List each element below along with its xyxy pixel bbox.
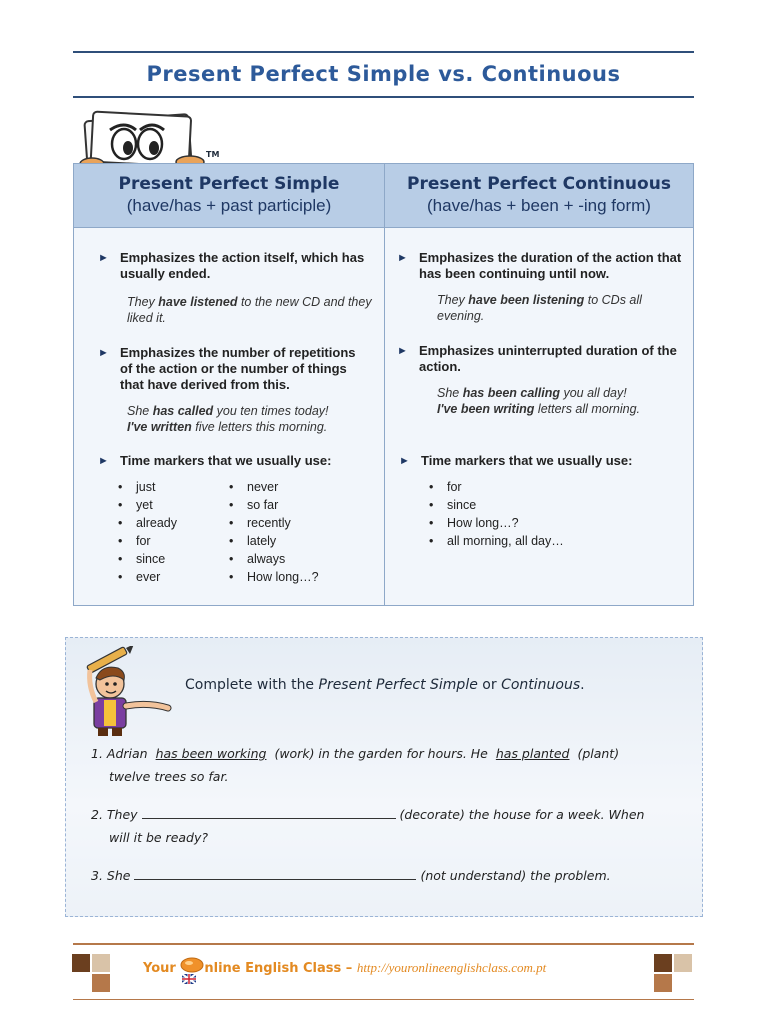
item-number: 1. (91, 746, 103, 761)
simple-markers-col2 (227, 478, 319, 586)
time-marker-item: • lately (227, 532, 319, 550)
item-text: twelve trees so far. (109, 769, 229, 784)
answer-blank[interactable] (142, 807, 396, 819)
continuous-markers (427, 478, 564, 550)
simple-heading: Present Perfect Simple (118, 174, 340, 194)
item-number: 3. (91, 868, 103, 883)
continuous-column (385, 164, 693, 605)
top-rule (73, 51, 694, 53)
time-marker-item: • for (116, 532, 177, 550)
point-line: Emphasizes the action itself, which has (120, 250, 365, 265)
arrow-icon: ► (399, 455, 410, 467)
simple-example-1: They have listened to the new CD and they liked it. (127, 295, 372, 325)
point-line: Time markers that we usually use: (421, 453, 633, 468)
simple-example-2: She has called you ten times today! I've written five letters this morning. (127, 404, 329, 434)
brand-dash: – (341, 961, 357, 976)
time-marker-item: • since (116, 550, 177, 568)
simple-point-1 (98, 250, 365, 282)
brand-logo-icon (180, 961, 204, 977)
decorative-squares-icon (72, 954, 112, 994)
time-marker-item: • How long…? (227, 568, 319, 586)
arrow-icon: ► (98, 347, 109, 359)
point-line: action. (419, 359, 461, 374)
footer-rule (73, 943, 694, 945)
continuous-heading: Present Perfect Continuous (407, 174, 671, 194)
exercise-instruction: Complete with the Present Perfect Simple or Continuous. (185, 677, 585, 693)
point-line: usually ended. (120, 266, 211, 281)
point-line: of the action or the number of things (120, 361, 347, 376)
item-text: (decorate) the house for a week. When (399, 807, 645, 822)
time-marker-item: • yet (116, 496, 177, 514)
point-line: Time markers that we usually use: (120, 453, 332, 468)
grammar-table (73, 163, 694, 606)
simple-markers-col1 (116, 478, 177, 586)
answer-field[interactable]: has been working (155, 746, 267, 761)
simple-subheading: (have/has + past participle) (126, 196, 332, 215)
continuous-example-1: They have been listening to CDs all evening. (437, 293, 642, 323)
item-text: (plant) (577, 746, 620, 761)
time-marker-item: • How long…? (427, 514, 564, 532)
time-marker-item: • since (427, 496, 564, 514)
answer-blank[interactable] (134, 868, 416, 880)
item-text: (not understand) the problem. (420, 868, 611, 883)
simple-point-3 (98, 453, 332, 469)
point-line: has been continuing until now. (419, 266, 610, 281)
continuous-point-1 (397, 250, 682, 282)
brand-text: nline English Class (204, 961, 342, 976)
arrow-icon: ► (397, 252, 408, 264)
simple-point-2 (98, 345, 356, 393)
point-line: that have derived from this. (120, 377, 290, 392)
footer-rule (73, 999, 694, 1000)
time-marker-item: • for (427, 478, 564, 496)
item-text: She (106, 868, 131, 883)
item-text: Adrian (106, 746, 148, 761)
arrow-icon: ► (98, 455, 109, 467)
item-text: will it be ready? (109, 830, 209, 845)
exercise-item-2 (91, 803, 691, 849)
time-marker-item: • recently (227, 514, 319, 532)
point-line: Emphasizes the duration of the action that (419, 250, 682, 265)
point-line: Emphasizes uninterrupted duration of the (419, 343, 677, 358)
continuous-point-2 (397, 343, 677, 375)
footer-brand (143, 960, 546, 977)
trademark-mark: TM (206, 150, 220, 159)
item-text: (work) in the garden for hours. He (274, 746, 488, 761)
footer-url-link[interactable]: http://youronlineenglishclass.com.pt (356, 960, 547, 975)
continuous-header (385, 164, 693, 228)
time-marker-item: • so far (227, 496, 319, 514)
page-title: Present Perfect Simple vs. Continuous (146, 62, 621, 86)
time-marker-item: • ever (116, 568, 177, 586)
continuous-subheading: (have/has + been + -ing form) (427, 196, 651, 215)
point-line: Emphasizes the number of repetitions (120, 345, 356, 360)
continuous-point-3 (399, 453, 633, 469)
time-marker-item: • always (227, 550, 319, 568)
continuous-example-2: She has been calling you all day! I've been writing letters all morning. (437, 386, 641, 416)
simple-column (74, 164, 385, 605)
answer-field[interactable]: has planted (495, 746, 570, 761)
exercise-item-1 (91, 742, 691, 788)
time-marker-item: • all morning, all day… (427, 532, 564, 550)
item-text: They (106, 807, 138, 822)
boy-with-pencil-image (80, 646, 180, 738)
exercise-box (65, 637, 703, 917)
simple-header (74, 164, 384, 228)
exercise-item-3 (91, 864, 691, 887)
time-marker-item: • never (227, 478, 319, 496)
brand-text: Your (143, 961, 176, 976)
item-number: 2. (91, 807, 103, 822)
decorative-squares-icon (654, 954, 694, 994)
time-marker-item: • already (116, 514, 177, 532)
arrow-icon: ► (397, 345, 408, 357)
time-marker-item: • just (116, 478, 177, 496)
title-rule (73, 96, 694, 98)
arrow-icon: ► (98, 252, 109, 264)
